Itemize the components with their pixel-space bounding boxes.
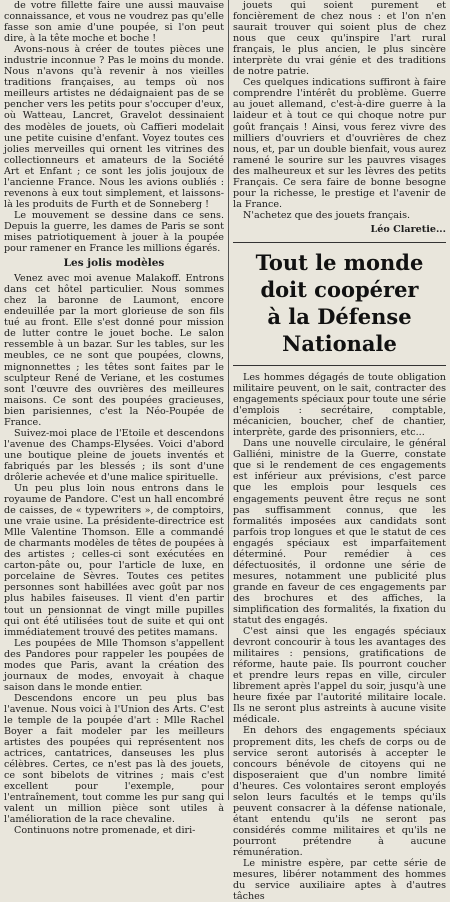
separator-rule <box>233 242 446 243</box>
paragraph: Un peu plus loin nous entrons dans le royaume de Pandore. C'est un hall encombré de caisses, de « typewriters », de comptoirs, une vraie usine. La présidente-directrice est Mlle Valentine Thomson. Elle a commandé de charmants modèles de têtes de poupées à des artistes ; celles-ci sont exécutées en carton-pâte ou, pour l'article de luxe, en porcelaine de Sèvres. Toutes ces petites personnes sont habillées avec goût par nos plus habiles faiseuses. Il vient d'en partir tout un pensionnat de vingt mille pupilles qui ont été utilisées tout de suite et qui ont immédiatement trouvé des petites mamans. <box>4 483 224 638</box>
headline-line: doit coopérer <box>260 276 419 302</box>
paragraph: Le mouvement se dessine dans ce sens. Depuis la guerre, les dames de Paris se sont mises patriotiquement à jouer à la poupée pour ramener en France les millions égarés. <box>4 209 224 255</box>
subheading: Les jolis modèles <box>63 257 165 270</box>
paragraph: Descendons encore un peu plus bas l'avenue. Nous voici à l'Union des Arts. C'est le temple de la poupée d'art : Mlle Rachel Boyer a fait modeler par les meilleurs artistes des poupées qui représentent nos actrices, cantatrices, danseuses les plus célèbres. Certes, ce n'est pas là des jouets, ce sont bibelots de vitrines ; mais c'est excellent pour l'exemple, pour l'entraînement, tout comme les pur sang qui valent un million pièce sont utiles à l'amélioration de la race chevaline. <box>4 692 224 826</box>
headline-line: à la Défense Nationale <box>267 303 412 356</box>
paragraph: Les hommes dégagés de toute obligation militaire peuvent, on le sait, contracter des engagements spéciaux pour toute une série d'emplois : secrétaire, comptable, mécanicien, boucher, chef de chantier, interprète, garde des prisonniers, etc... <box>233 371 447 439</box>
paragraph: Avons-nous à créer de toutes pièces une industrie inconnue ? Pas le moins du monde. Nous n'avons qu'à revenir à nos vieilles traditions françaises, au temps où nos meilleurs artistes ne dédaignaient pas de se pencher vers les petits pour s'occuper d'eux, où Watteau, Lancret, Gravelot dessinaient des modèles de jouets, où Caffieri modelait une petite cuisine d'enfant. Voyez toutes ces jolies merveilles qui ornent les vitrines des collectionneurs et amateurs de la Société Art et Enfant ; ce sont les jolis joujoux de l'ancienne France. Nous les avions oubliés : revenons à eux tout simplement, et laissons-là les produits de Furth et de Sonneberg ! <box>4 44 224 210</box>
paragraph: Ces quelques indications suffiront à faire comprendre l'intérêt du problème. Guerre au jouet allemand, c'est-à-dire guerre à la laideur et à tout ce qui choque notre pur goût français ! Ainsi, vous ferez vivre des milliers d'ouvriers et d'ouvrières de chez nous, et, par un double bienfait, vous aurez ramené le sourire sur les pauvres visages des malheureux et sur les lèvres des petits Français. Ce sera faire de bonne besogne pour la richesse, le prestige et l'avenir de la France. <box>233 77 446 210</box>
left-column <box>4 0 224 837</box>
paragraph: de votre fillette faire une aussi mauvaise connaissance, et vous ne voudrez pas qu'elle fasse son amie d'une poupée, si l'on peut dire, à la tête moche et boche ! <box>4 0 224 45</box>
paragraph: Venez avec moi avenue Malakoff. Entrons dans cet hôtel particulier. Nous sommes chez la baronne de Laumont, encore endeuillée par la mort glorieuse de son fils tué au front. Elle s'est donné pour mission de lutter contre le jouet boche. Le salon ressemble à un bazar. Sur les tables, sur les meubles, ce ne sont que poupées, clowns, mignonnettes ; les têtes sont faites par le sculpteur René de Veriane, et les costumes sont l'œuvre des ouvrières des meilleures maisons. Ce sont des poupées gracieuses, bien parisiennes, c'est la Néo-Poupée de France. <box>4 273 224 428</box>
author-signature: Léo Claretie... <box>370 223 446 235</box>
headline-line: Tout le monde <box>255 249 424 275</box>
paragraph: Le ministre espère, par cette série de mesures, libérer notamment des hommes du service auxiliaire aptes à d'autres tâches <box>233 858 446 902</box>
paragraph: N'achetez que des jouets français. <box>243 209 411 221</box>
paragraph: Dans une nouvelle circulaire, le général Galliéni, ministre de la Guerre, constate que si le rendement de ces engagements est inférieur aux prévisions, c'est parce que les emplois pour lesquels ces engagements peuvent être reçus ne sont pas suffisamment connus, que les formalités imposées aux candidats sont parfois trop longues et que le statut de ces engagés spéciaux est imparfaitement déterminé. Pour remédier à ces défectuosités, il ordonne une série de mesures, notamment une publicité plus grande en faveur de ces engagements par des brochures et des affiches, la simplification des formalités, la fixation du statut des engagés. <box>233 438 446 627</box>
paragraph: Suivez-moi place de l'Etoile et descendons l'avenue des Champs-Elysées. Voici d'abord une boutique pleine de jouets inventés et fabriqués par les blessés ; ils sont d'une drôlerie achevée et d'une malice spirituelle. <box>4 427 224 483</box>
paragraph: Les poupées de Mlle Thomson s'appellent des Pandores pour rappeler les poupées de modes que Paris, avant la création des journaux de modes, envoyait à chaque saison dans le monde entier. <box>4 637 224 693</box>
article-headline <box>233 249 446 357</box>
separator-rule <box>233 365 446 366</box>
right-column <box>233 0 447 902</box>
paragraph: Continuons notre promenade, et diri- <box>14 825 196 837</box>
column-divider <box>228 0 229 800</box>
paragraph: En dehors des engagements spéciaux proprement dits, les chefs de corps ou de service seront autorisés à accepter le concours bénévole de citoyens qui ne disposeraient que d'un nombre limité d'heures. Ces volontaires seront employés selon leurs facultés et le temps qu'ils peuvent consacrer à la défense nationale, étant entendu qu'ils ne seront pas considérés comme militaires et qu'ils ne pourront prétendre à aucune rémunération. <box>233 725 446 858</box>
paragraph: C'est ainsi que les engagés spéciaux devront concourir à tous les avantages des militaires : pensions, gratifications de réforme, haute paie. Ils pourront coucher et prendre leurs repas en ville, circuler librement après l'appel du soir, jusqu'à une heure fixée par l'autorité militaire locale. Ils ne seront plus astreints à aucune visite médicale. <box>233 626 446 726</box>
paragraph: jouets qui soient purement et foncièrement de chez nous : et l'on n'en saurait trouver qui soient plus de chez nous que ceux qu'inspire l'art rural français, le plus ancien, le plus sincère interprète du vrai génie et des traditions de notre patrie. <box>233 0 446 78</box>
